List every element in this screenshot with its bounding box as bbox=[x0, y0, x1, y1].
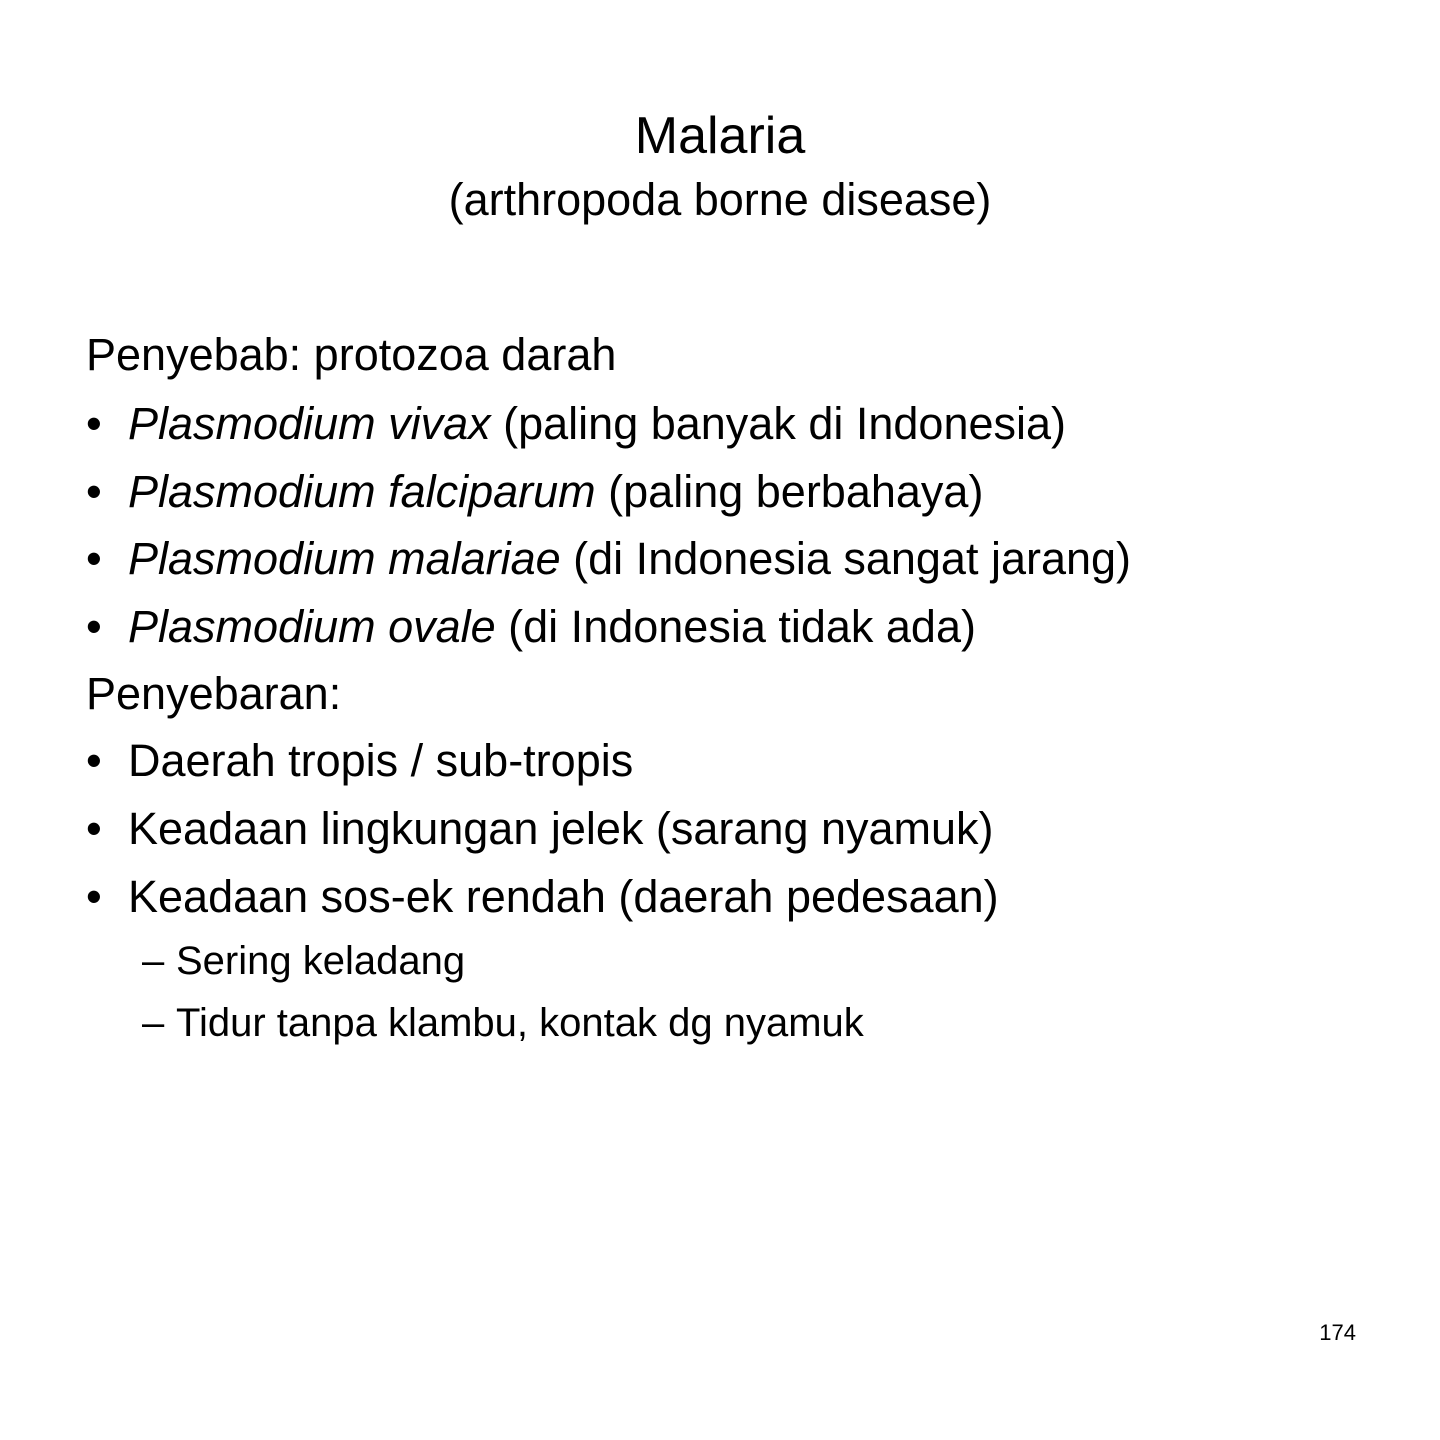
spread-heading: Penyebaran: bbox=[86, 668, 342, 719]
species-note: (di Indonesia sangat jarang) bbox=[560, 533, 1132, 584]
species-note: (paling berbahaya) bbox=[595, 466, 984, 517]
species-name: Plasmodium falciparum bbox=[128, 466, 596, 517]
bullet-marker: • bbox=[86, 398, 102, 449]
slide-subtitle: (arthropoda borne disease) bbox=[448, 174, 992, 225]
list-item bbox=[86, 531, 1386, 587]
dash-marker: – bbox=[142, 939, 165, 983]
bullet-marker: • bbox=[86, 871, 102, 922]
page-number: 174 bbox=[1319, 1320, 1356, 1345]
list-item bbox=[86, 733, 1386, 789]
bullet-marker: • bbox=[86, 466, 102, 517]
list-item bbox=[86, 599, 1386, 655]
list-item bbox=[86, 869, 1386, 925]
list-item-text: Daerah tropis / sub-tropis bbox=[128, 735, 634, 786]
sub-list-item-text: Tidur tanpa klambu, kontak dg nyamuk bbox=[176, 1001, 864, 1045]
list-item bbox=[86, 464, 1386, 520]
sub-list-item-text: Sering keladang bbox=[176, 939, 466, 983]
species-note: (di Indonesia tidak ada) bbox=[495, 601, 976, 652]
dash-marker: – bbox=[142, 1001, 165, 1045]
species-name: Plasmodium malariae bbox=[128, 533, 561, 584]
list-item bbox=[86, 396, 1386, 452]
sub-list-item bbox=[142, 936, 1342, 986]
species-name: Plasmodium ovale bbox=[128, 601, 496, 652]
sub-list-item bbox=[142, 998, 1342, 1048]
list-item bbox=[86, 801, 1386, 857]
slide-title: Malaria bbox=[634, 107, 806, 165]
species-name: Plasmodium vivax bbox=[128, 398, 491, 449]
list-item-text: Keadaan lingkungan jelek (sarang nyamuk) bbox=[128, 803, 994, 854]
cause-heading: Penyebab: protozoa darah bbox=[86, 329, 617, 380]
bullet-marker: • bbox=[86, 803, 102, 854]
list-item-text: Keadaan sos-ek rendah (daerah pedesaan) bbox=[128, 871, 999, 922]
bullet-marker: • bbox=[86, 533, 102, 584]
species-note: (paling banyak di Indonesia) bbox=[490, 398, 1067, 449]
bullet-marker: • bbox=[86, 601, 102, 652]
bullet-marker: • bbox=[86, 735, 102, 786]
